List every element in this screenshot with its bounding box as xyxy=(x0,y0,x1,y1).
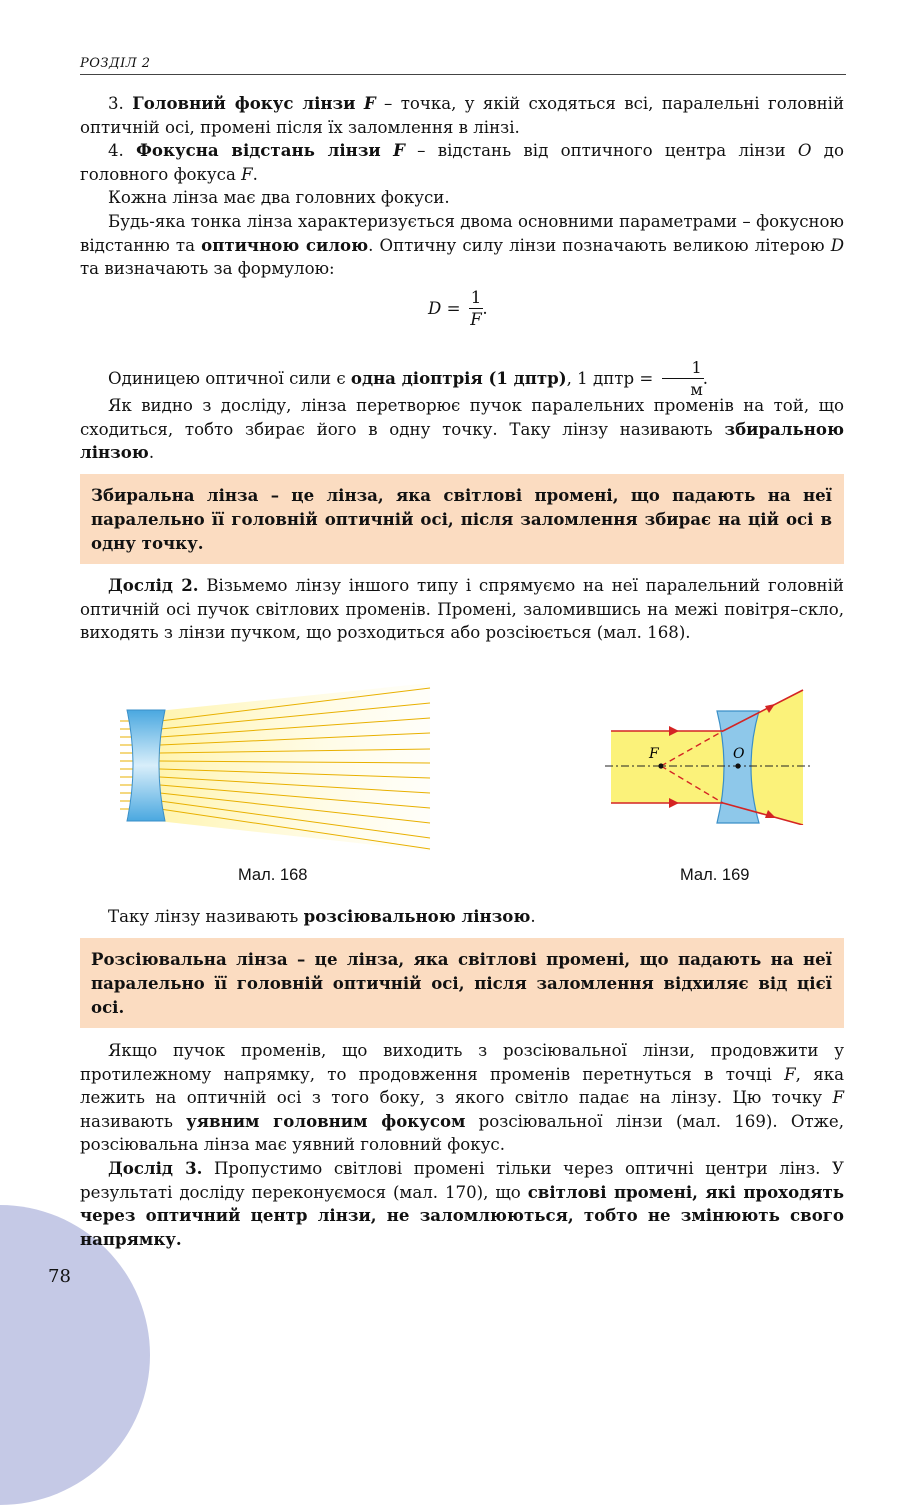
text-block-top xyxy=(80,92,844,281)
paragraph-diopter: Одиницею оптичної сили є одна діоптрія (1 дптр), 1 дптр = $\frac{1}{м}$ . xyxy=(108,358,709,399)
concave-lens xyxy=(127,710,165,821)
diverging-beam-area xyxy=(158,683,430,851)
paragraph-two-foci: Кожна лінза має два головних фокуси. xyxy=(108,188,450,208)
beam-area xyxy=(611,690,803,825)
optical-center-point xyxy=(735,763,740,768)
figure-169-virtual-focus xyxy=(605,685,815,825)
section-header: РОЗДІЛ 2 xyxy=(80,56,846,75)
definition-box-diverging: Розсіювальна лінза – це лінза, яка світлові промені, що падають на неї паралельно її головній оптичній осі, після заломлення відхиляє від цієї осі. xyxy=(80,938,844,1028)
figure-168-caption: Мал. 168 xyxy=(238,866,308,884)
paragraph-virtual-focus: Якщо пучок променів, що виходить з розсіювальної лінзи, продовжити у протилежному напрямку, то продовження променів перетнуться в точці F, яка лежить на оптичній осі з того боку, з якого світло падає на лінзу. Цю точку F називають уявним головним фокусом розсіювальної лінзи (мал. 169). Отже, розсіювальна лінза має уявний головний фокус. xyxy=(80,1041,844,1155)
paragraph-experiment-2: Дослід 2. Візьмемо лінзу іншого типу і спрямуємо на неї паралельний головній оптичній осі пучок світлових променів. Промені, заломившись на межі повітря–скло, виходять з лінзи пучком, що розходиться або розсіюється (мал. 168). xyxy=(80,575,844,643)
paragraph-diverging: Таку лінзу називають розсіювальною лінзою. xyxy=(108,906,536,926)
page-number: 78 xyxy=(48,1266,71,1287)
formula-fraction: $\frac{1}{F}$ xyxy=(470,288,482,329)
figure-168-diverging-beam xyxy=(120,683,440,853)
paragraph-focal-length: 4. Фокусна відстань лінзи F – відстань від оптичного центра лінзи O до головного фокуса F. xyxy=(80,140,844,184)
figure-169-caption: Мал. 169 xyxy=(680,866,750,884)
paragraph-experiment-3: Дослід 3. Пропустимо світлові промені тільки через оптичні центри лінз. У результаті досліду переконуємося (мал. 170), що світлові промені, які проходять через оптичний центр лінзи, не заломлюються, тобто не змінюють свого напрямку. xyxy=(80,1157,844,1249)
definition-box-converging: Збиральна лінза – це лінза, яка світлові промені, що падають на неї паралельно її головній оптичній осі, після заломлення збирає на цій осі в одну точку. xyxy=(80,474,844,564)
paragraph-converging: Як видно з досліду, лінза перетворює пучок паралельних променів на той, що сходиться, тобто збирає його в одну точку. Таку лінзу називають збиральною лінзою. xyxy=(80,396,844,463)
text-block-bottom xyxy=(80,1039,844,1251)
label-f: F xyxy=(649,746,659,762)
paragraph-main-focus: 3. Головний фокус лінзи F – точка, у якій сходяться всі, паралельні головній оптичній осі, промені після їх заломлення в лінзі. xyxy=(80,93,844,137)
formula-optical-power: D = $\frac{1}{F}$ . xyxy=(428,288,488,329)
focus-point xyxy=(658,763,663,768)
paragraph-optical-power: Будь-яка тонка лінза характеризується двома основними параметрами – фокусною відстанню та оптичною силою. Оптичну силу лінзи позначають великою літерою D та визначають за формулою: xyxy=(80,211,844,279)
label-o: O xyxy=(733,746,745,762)
